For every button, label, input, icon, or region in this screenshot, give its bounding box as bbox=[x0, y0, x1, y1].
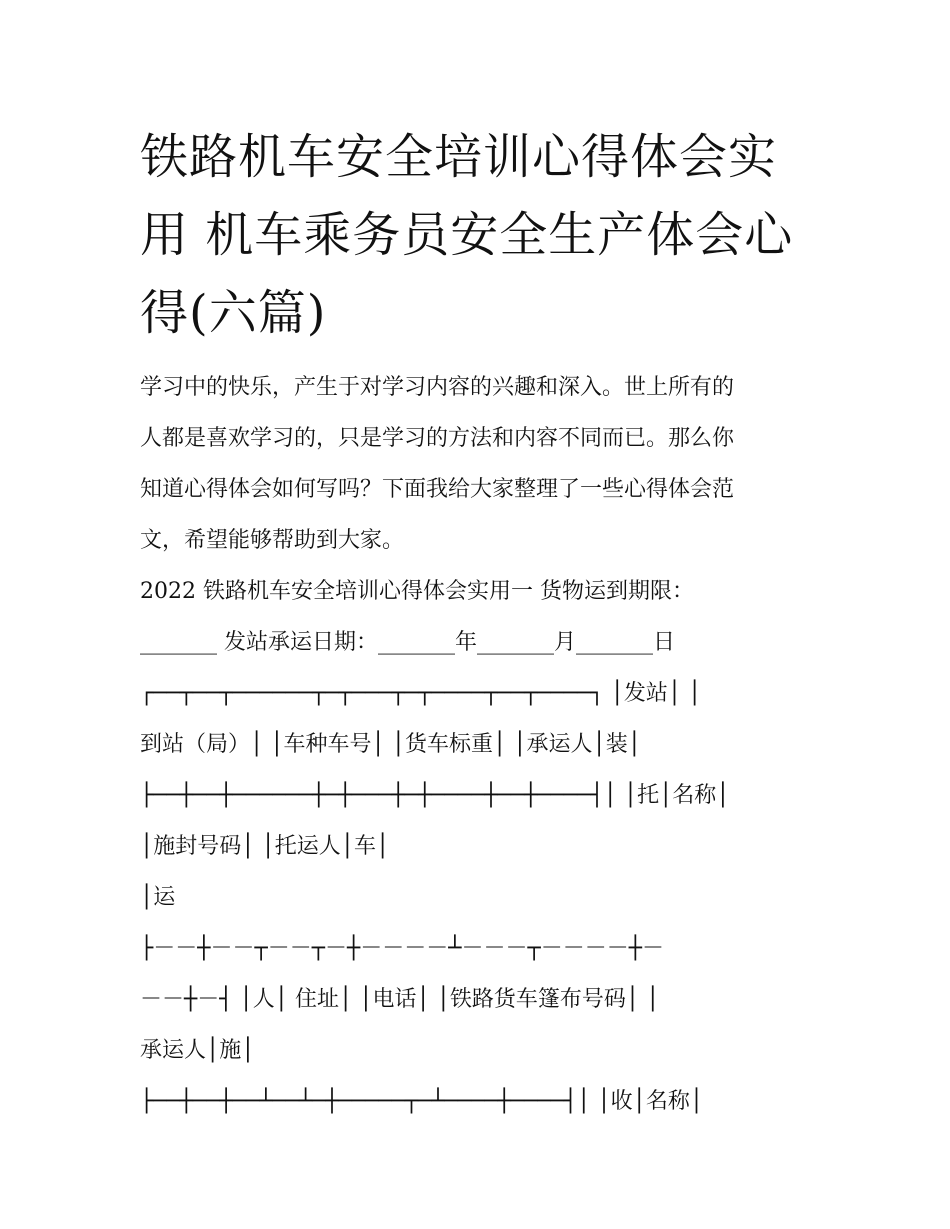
document-title bbox=[140, 118, 820, 352]
body-line: 学习中的快乐，产生于对学习内容的兴趣和深入。世上所有的 bbox=[140, 375, 735, 400]
document-body bbox=[140, 362, 820, 1127]
body-line: 知道心得体会如何写吗？下面我给大家整理了一些心得体会范 bbox=[140, 477, 735, 502]
form-table-line: ├－－┼－－┬－－┬－┼－－－－┴－－－┬－－－－┼－ bbox=[140, 936, 664, 961]
form-table-line: ├──┼──┼──┴──┴─┼─────┬─┴────┼────┤│ │收│名称│ bbox=[140, 1089, 704, 1114]
form-table-line: ┌──┬──┬──────┬─┬───┬─┬────┬──┬────┐ │发站│ │ bbox=[140, 681, 702, 706]
body-line: 人都是喜欢学习的，只是学习的方法和内容不同而已。那么你 bbox=[140, 426, 735, 451]
title-line: 用 机车乘务员安全生产体会心 bbox=[140, 207, 794, 263]
body-line: 2022 铁路机车安全培训心得体会实用一 货物运到期限： bbox=[140, 579, 694, 604]
form-table-line: │运 bbox=[140, 885, 176, 910]
form-table-line: －－┼－┤ │人│ 住址│ │电话│ │铁路货车篷布号码│ │ bbox=[140, 987, 660, 1012]
body-line: 文，希望能够帮助到大家。 bbox=[140, 528, 405, 553]
form-table-line: │施封号码│ │托运人│车│ bbox=[140, 834, 390, 859]
title-line: 得(六篇) bbox=[140, 285, 327, 341]
body-line: _______ 发站承运日期：_______年_______月_______日 bbox=[140, 630, 675, 655]
form-table-line: 到站（局）│ │车种车号│ │货车标重│ │承运人│装│ bbox=[140, 732, 641, 757]
document-page bbox=[140, 118, 820, 1127]
title-line: 铁路机车安全培训心得体会实 bbox=[140, 129, 778, 185]
form-table-line: ├──┼──┼──────┼─┼───┼─┼────┼──┼────┤│ │托│名称│ bbox=[140, 783, 730, 808]
form-table-line: 承运人│施│ bbox=[140, 1038, 255, 1063]
